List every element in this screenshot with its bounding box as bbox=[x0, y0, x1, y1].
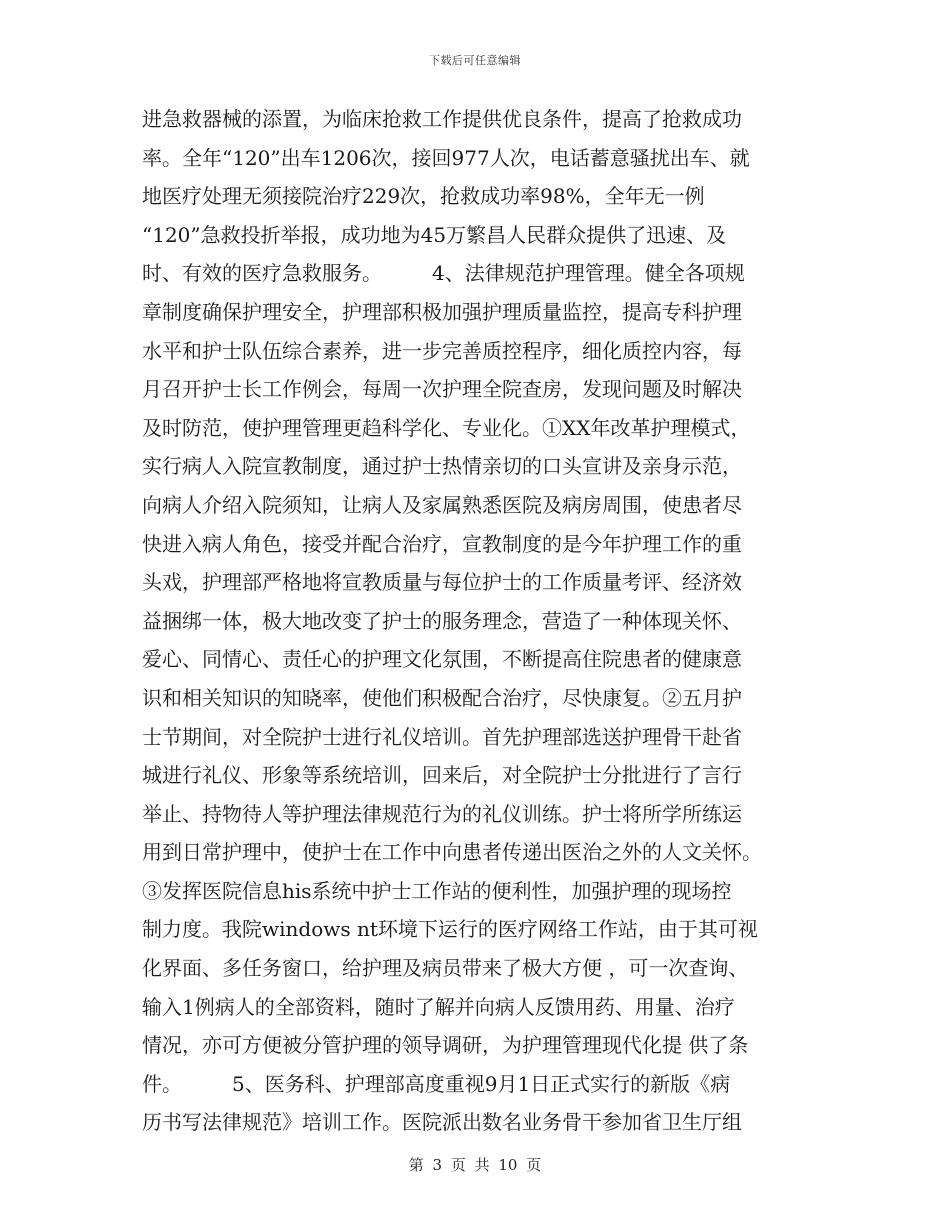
text-line: 举止、持物待人等护理法律规范行为的礼仪训练。护士将所学所练运 bbox=[142, 801, 742, 826]
text-line: 月召开护士长工作例会，每周一次护理全院查房，发现问题及时解决 bbox=[142, 377, 742, 402]
text-line: “120”急救投折举报，成功地为45万繁昌人民群众提供了迅速、及 bbox=[142, 222, 727, 247]
text-line: 向病人介绍入院须知，让病人及家属熟悉医院及病房周围，使患者尽 bbox=[142, 492, 742, 517]
text-line: 及时防范，使护理管理更趋科学化、专业化。①XX年改革护理模式， bbox=[142, 415, 751, 440]
text-line: 爱心、同情心、责任心的护理文化氛围，不断提高住院患者的健康意 bbox=[142, 647, 742, 672]
text-line: 化界面、多任务窗口，给护理及病员带来了极大方便 ，可一次查询、 bbox=[142, 956, 749, 981]
text-line: 识和相关知识的知晓率，使他们积极配合治疗，尽快康复。②五月护 bbox=[142, 685, 742, 710]
text-line: 城进行礼仪、形象等系统培训，回来后，对全院护士分批进行了言行 bbox=[142, 763, 742, 788]
text-line: 情况，亦可方便被分管护理的领导调研，为护理管理现代化提 供了条 bbox=[142, 1033, 749, 1058]
text-line: 头戏，护理部严格地将宣教质量与每位护士的工作质量考评、经济效 bbox=[142, 570, 742, 595]
text-line: 章制度确保护理安全，护理部积极加强护理质量监控，提高专科护理 bbox=[142, 299, 742, 324]
text-line: 益捆绑一体，极大地改变了护士的服务理念，营造了一种体现关怀、 bbox=[142, 608, 742, 633]
text-line: 快进入病人角色，接受并配合治疗，宣教制度的是今年护理工作的重 bbox=[142, 531, 742, 556]
text-line: 士节期间，对全院护士进行礼仪培训。首先护理部选送护理骨干赴省 bbox=[142, 724, 742, 749]
text-line: 率。全年“120”出车1206次，接回977人次，电话蓄意骚扰出车、就 bbox=[142, 145, 750, 170]
document-body bbox=[142, 100, 812, 1142]
text-line: ③发挥医院信息his系统中护士工作站的便利性，加强护理的现场控 bbox=[142, 878, 732, 903]
text-line: 地医疗处理无须接院治疗229次，抢救成功率98%，全年无一例 bbox=[142, 184, 705, 209]
text-line: 进急救器械的添置，为临床抢救工作提供优良条件，提高了抢救成功 bbox=[142, 107, 742, 131]
text-line: 输入1例病人的全部资料，随时了解并向病人反馈用药、用量、治疗 bbox=[142, 994, 735, 1019]
text-line: 历书写法律规范》培训工作。医院派出数名业务骨干参加省卫生厅组 bbox=[142, 1110, 742, 1135]
page-header: 下载后可任意编辑 bbox=[429, 54, 521, 67]
text-line: 用到日常护理中，使护士在工作中向患者传递出医治之外的人文关怀。 bbox=[142, 840, 762, 865]
text-line: 水平和护士队伍综合素养，进一步完善质控程序，细化质控内容，每 bbox=[142, 338, 742, 363]
text-line: 制力度。我院windows nt环境下运行的医疗网络工作站，由于其可视 bbox=[142, 917, 758, 942]
text-line: 实行病人入院宣教制度，通过护士热情亲切的口头宣讲及亲身示范， bbox=[142, 454, 742, 479]
page-footer: 第 3 页 共 10 页 bbox=[408, 1156, 542, 1174]
text-line: 时、有效的医疗急救服务。 4、法律规范护理管理。健全各项规 bbox=[142, 261, 745, 286]
text-line: 件。 5、医务科、护理部高度重视9月1日正式实行的新版《病 bbox=[142, 1071, 731, 1096]
